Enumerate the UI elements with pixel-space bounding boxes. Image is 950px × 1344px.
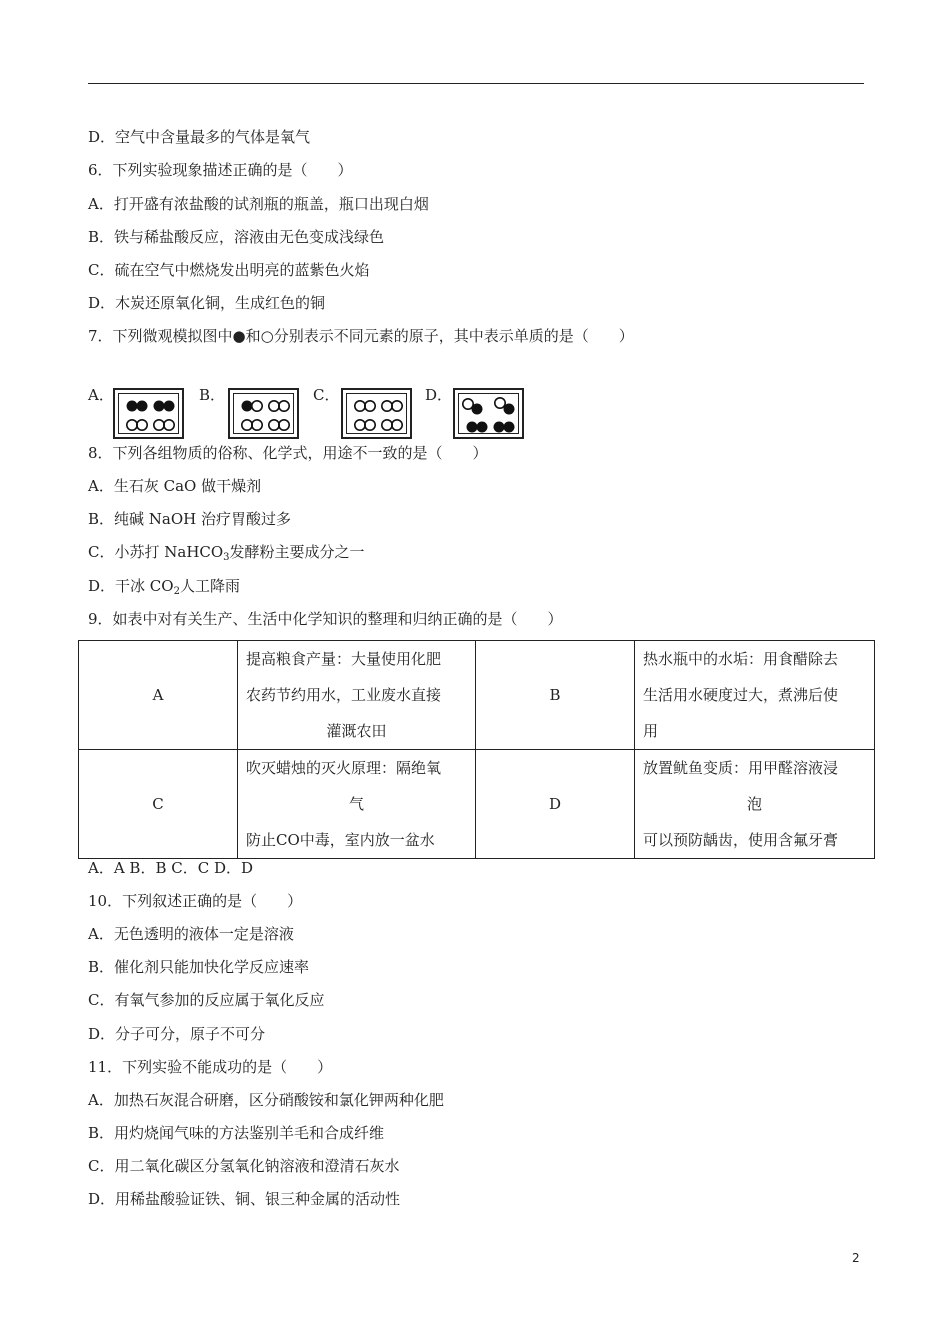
- header-rule: [88, 83, 864, 84]
- cell-d-content: 放置鱿鱼变质：用甲醛溶液浸 泡 可以预防龋齿，使用含氟牙膏: [635, 750, 875, 859]
- page-number: 2: [852, 1251, 860, 1265]
- q8-option-c: C．小苏打 NaHCO$_3$发酵粉主要成分之一: [88, 543, 365, 563]
- q9-options: A．A B．B C．C D．D: [88, 859, 254, 877]
- q8-option-a: A．生石灰 CaO 做干燥剂: [88, 477, 262, 495]
- table-row: [79, 641, 875, 750]
- q7-label-d: D．: [425, 386, 453, 404]
- q7-label-a: A．: [88, 386, 114, 404]
- q7-stem: 7．下列微观模拟图中●和○分别表示不同元素的原子，其中表示单质的是（ ）: [88, 327, 634, 345]
- q9-table: [78, 640, 875, 859]
- q7-diagram-a: [113, 388, 184, 439]
- q8-stem: 8．下列各组物质的俗称、化学式，用途不一致的是（ ）: [88, 444, 488, 462]
- q10-option-b: B．催化剂只能加快化学反应速率: [88, 958, 310, 976]
- q7-diagram-b: [228, 388, 299, 439]
- q10-option-d: D．分子可分，原子不可分: [88, 1025, 266, 1043]
- q7-diagram-d: [453, 388, 524, 439]
- table-row: [79, 750, 875, 859]
- q6-option-b: B．铁与稀盐酸反应，溶液由无色变成浅绿色: [88, 228, 385, 246]
- q6-option-c: C．硫在空气中燃烧发出明亮的蓝紫色火焰: [88, 261, 370, 279]
- q6-stem: 6．下列实验现象描述正确的是（ ）: [88, 161, 353, 179]
- q5-option-d: D．空气中含量最多的气体是氧气: [88, 128, 311, 146]
- q11-stem: 11．下列实验不能成功的是（ ）: [88, 1058, 333, 1076]
- q10-option-c: C．有氧气参加的反应属于氧化反应: [88, 991, 325, 1009]
- q11-option-c: C．用二氧化碳区分氢氧化钠溶液和澄清石灰水: [88, 1157, 400, 1175]
- cell-d-label: D: [476, 750, 635, 859]
- cell-b-label: B: [476, 641, 635, 750]
- q8-option-d: D．干冰 $CO_2$人工降雨: [88, 577, 240, 597]
- q6-option-a: A．打开盛有浓盐酸的试剂瓶的瓶盖，瓶口出现白烟: [88, 195, 429, 213]
- q9-stem: 9．如表中对有关生产、生活中化学知识的整理和归纳正确的是（ ）: [88, 610, 563, 628]
- q6-option-d: D．木炭还原氧化铜，生成红色的铜: [88, 294, 326, 312]
- q10-option-a: A．无色透明的液体一定是溶液: [88, 925, 294, 943]
- cell-c-label: C: [79, 750, 238, 859]
- q8-option-b: B．纯碱 NaOH 治疗胃酸过多: [88, 510, 292, 528]
- cell-b-content: 热水瓶中的水垢：用食醋除去 生活用水硬度过大，煮沸后使 用: [635, 641, 875, 750]
- q7-diagram-c: [341, 388, 412, 439]
- q11-option-d: D．用稀盐酸验证铁、铜、银三种金属的活动性: [88, 1190, 401, 1208]
- q7-molecule-diagrams: [88, 385, 548, 441]
- cell-a-label: A: [79, 641, 238, 750]
- cell-a-content: 提高粮食产量：大量使用化肥 农药节约用水，工业废水直接 灌溉农田: [238, 641, 476, 750]
- q11-option-a: A．加热石灰混合研磨，区分硝酸铵和氯化钾两种化肥: [88, 1091, 444, 1109]
- cell-c-content: 吹灭蜡烛的灭火原理：隔绝氧 气 防止CO中毒，室内放一盆水: [238, 750, 476, 859]
- q7-label-c: C．: [313, 386, 340, 404]
- q7-label-b: B．: [199, 386, 226, 404]
- q10-stem: 10．下列叙述正确的是（ ）: [88, 892, 303, 910]
- q11-option-b: B．用灼烧闻气味的方法鉴别羊毛和合成纤维: [88, 1124, 385, 1142]
